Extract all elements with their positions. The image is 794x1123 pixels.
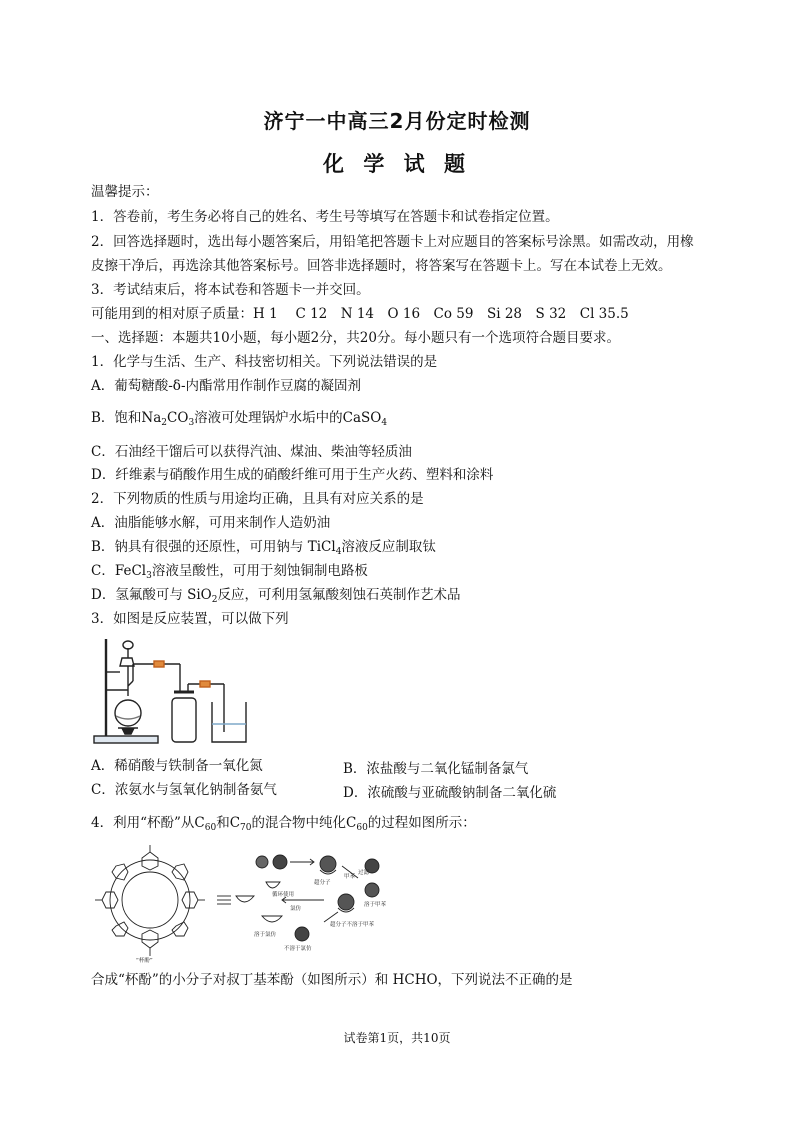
notice-item-2-cont: 皮擦干净后，再选涂其他答案标号。回答非选择题时，将答案写在答题卡上。写在本试卷上无效。 <box>91 258 672 274</box>
q2-option-d: D．氢氟酸可与 SiO$_2$反应，可利用氢氟酸刻蚀石英制作艺术品 <box>91 587 461 605</box>
q1-stem: 1．化学与生活、生产、科技密切相关。下列说法错误的是 <box>91 354 438 370</box>
reaction-apparatus-figure <box>92 636 252 748</box>
fig-text-filter: 过滤 <box>358 870 370 876</box>
q2-option-b: B．钠具有很强的还原性，可用钠与 TiCl$_4$溶液反应制取钛 <box>91 539 436 557</box>
fig-text-supramolecule: 超分子 <box>314 880 331 886</box>
notice-item-3: 3．考试结束后，将本试卷和答题卡一并交回。 <box>91 282 370 298</box>
fig-label-calixarene: “杯酚” <box>136 958 153 964</box>
page-footer: 试卷第1页，共10页 <box>343 1031 451 1045</box>
q2-stem: 2．下列物质的性质与用途均正确，且具有对应关系的是 <box>91 491 424 507</box>
section-heading: 一、选择题：本题共10小题，每小题2分，共20分。每小题只有一个选项符合题目要求。 <box>91 330 620 346</box>
atomic-masses: 可能用到的相对原子质量：H 1 C 12 N 14 O 16 Co 59 Si 28 S 32 Cl 35.5 <box>91 306 629 322</box>
q4-follow-text: 合成“杯酚”的小分子对叔丁基苯酚（如图所示）和 HCHO，下列说法不正确的是 <box>91 972 573 988</box>
q1-option-b: B．饱和$Na_2CO_3$溶液可处理锅炉水垢中的CaSO$_4$ <box>91 410 388 428</box>
fig-text-soluble-toluene: 溶于甲苯 <box>364 902 387 908</box>
q3-stem: 3．如图是反应装置，可以做下列 <box>91 611 289 627</box>
q1-option-c: C．石油经干馏后可以获得汽油、煤油、柴油等轻质油 <box>91 444 412 460</box>
fig-text-toluene: 甲苯 <box>344 874 356 880</box>
notice-heading: 温馨提示： <box>91 184 159 200</box>
q2-option-c: C．FeCl$_3$溶液呈酸性，可用于刻蚀铜制电路板 <box>91 563 368 581</box>
school-title: 济宁一中高三2月份定时检测 <box>263 109 531 133</box>
notice-item-2: 2．回答选择题时，选出每小题答案后，用铅笔把答题卡上对应题目的答案标号涂黑。如需改动，用橡 <box>91 234 694 250</box>
fig-text-insoluble-chloroform: 不溶于氯仿 <box>284 946 312 952</box>
fig-text-chloroform: 氯仿 <box>290 906 302 912</box>
calixarene-purification-figure <box>92 842 432 966</box>
fig-text-recycle: 循环使用 <box>272 892 295 898</box>
fig-text-soluble-chloroform: 溶于氯仿 <box>254 932 277 938</box>
notice-item-1: 1．答卷前，考生务必将自己的姓名、考生号等填写在答题卡和试卷指定位置。 <box>91 209 559 225</box>
q3-option-b: B．浓盐酸与二氧化锰制备氯气 <box>343 761 529 777</box>
fig-text-insoluble-toluene: 超分子不溶于甲苯 <box>330 922 375 928</box>
q3-option-a: A．稀硝酸与铁制备一氧化氮 <box>91 758 263 774</box>
q1-option-d: D．纤维素与硝酸作用生成的硝酸纤维可用于生产火药、塑料和涂料 <box>91 467 494 483</box>
subject-title: 化 学 试 题 <box>323 152 471 176</box>
q4-stem: 4．利用“杯酚”从$C_{60}$和$C_{70}$的混合物中纯化$C_{60}$的过程如图所示： <box>91 815 476 833</box>
q1-option-a: A．葡萄糖酸-δ-内酯常用作制作豆腐的凝固剂 <box>91 378 361 394</box>
q3-option-c: C．浓氨水与氢氧化钠制备氨气 <box>91 782 277 798</box>
q3-option-d: D．浓硫酸与亚硫酸钠制备二氧化硫 <box>343 785 557 801</box>
q2-option-a: A．油脂能够水解，可用来制作人造奶油 <box>91 515 331 531</box>
